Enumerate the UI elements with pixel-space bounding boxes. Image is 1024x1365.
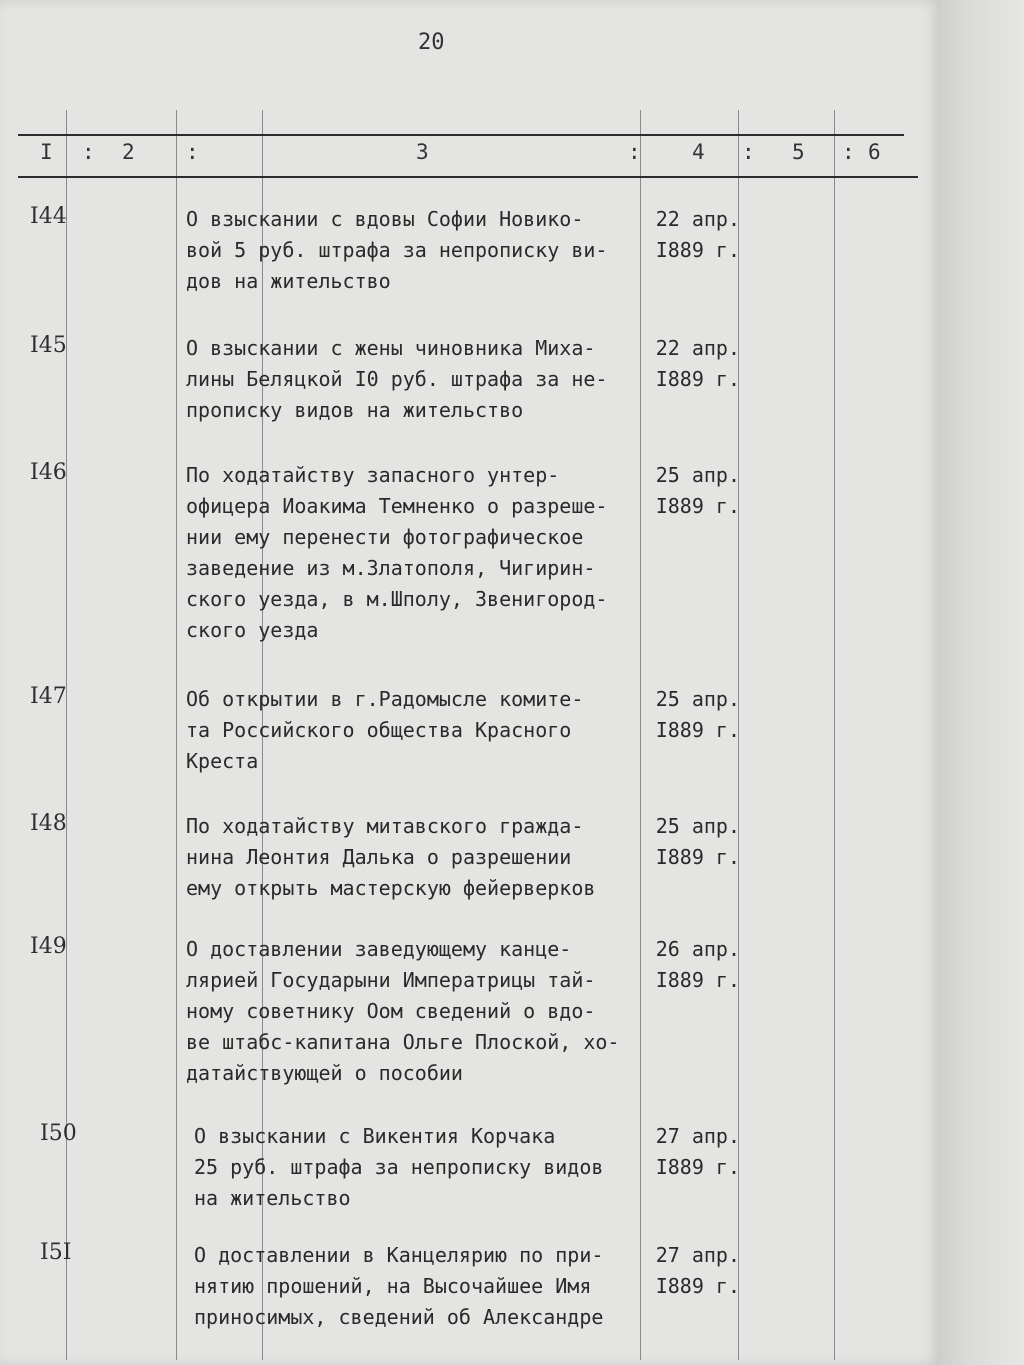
- entry-text: По ходатайству митавского гражда- нина Леонтия Далька о разрешении ему открыть мастерскую фейерверков: [186, 814, 596, 900]
- entry-date: 22 апр. I889 г.: [655, 336, 740, 391]
- entry-number: I46: [30, 460, 67, 485]
- entry-number: I45: [30, 333, 67, 358]
- entry-text: О доставлении заведующему канце- лярией Государыни Императрицы тай- ному советнику Оом сведений о вдо- ве штабс-капитана Ольге Плоской, хо- датайствующей о пособии: [186, 937, 620, 1085]
- entry-number: I48: [30, 811, 67, 836]
- page-edge: [940, 0, 1024, 1365]
- column-separator: :: [628, 140, 641, 164]
- entry-text: О взыскании с Викентия Корчака 25 руб. штрафа за непрописку видов на жительство: [194, 1124, 604, 1210]
- column-separator: :: [742, 140, 755, 164]
- entry-date: 26 апр. I889 г.: [655, 937, 740, 992]
- column-separator: :: [842, 140, 855, 164]
- column-header-3: 3: [416, 140, 429, 164]
- entry-date: 27 апр. I889 г.: [655, 1124, 740, 1179]
- entry-date: 27 апр. I889 г.: [655, 1243, 740, 1298]
- entry-text: О взыскании с вдовы Софии Новико- вой 5 руб. штрафа за непрописку ви- дов на жительство: [186, 207, 608, 293]
- column-header-4: 4: [692, 140, 705, 164]
- entry-number: I47: [30, 684, 67, 709]
- header-rule-top: [18, 134, 904, 136]
- entry-text: Об открытии в г.Радомысле комите- та Российского общества Красного Креста: [186, 687, 584, 773]
- entry-text: О взыскании с жены чиновника Миха- лины Беляцкой I0 руб. штрафа за не- прописку видов на жительство: [186, 336, 608, 422]
- entry-text: О доставлении в Канцелярию по при- нятию прошений, на Высочайшее Имя приносимых, сведений об Александре: [194, 1243, 604, 1329]
- header-rule-bottom: [18, 176, 918, 178]
- column-header-1: I: [40, 140, 53, 164]
- entry-text: По ходатайству запасного унтер- офицера Иоакима Темненко о разреше- нии ему перенести фотографическое заведение из м.Златополя, Чигирин- ского уезда, в м.Шполу, Звенигород- ского уезда: [186, 463, 608, 642]
- column-divider: [66, 110, 67, 1360]
- entry-date: 22 апр. I889 г.: [655, 207, 740, 262]
- column-header-2: 2: [122, 140, 135, 164]
- column-divider: [176, 110, 177, 1360]
- entry-date: 25 апр. I889 г.: [655, 463, 740, 518]
- entry-number: I5I: [40, 1240, 72, 1265]
- column-separator: :: [186, 140, 199, 164]
- entry-number: I49: [30, 934, 67, 959]
- entry-number: I50: [40, 1121, 77, 1146]
- column-divider: [834, 110, 835, 1360]
- column-header-5: 5: [792, 140, 805, 164]
- entry-date: 25 апр. I889 г.: [655, 687, 740, 742]
- column-separator: :: [82, 140, 95, 164]
- entry-date: 25 апр. I889 г.: [655, 814, 740, 869]
- entry-number: I44: [30, 204, 67, 229]
- page-number: 20: [418, 30, 445, 55]
- column-header-6: 6: [868, 140, 881, 164]
